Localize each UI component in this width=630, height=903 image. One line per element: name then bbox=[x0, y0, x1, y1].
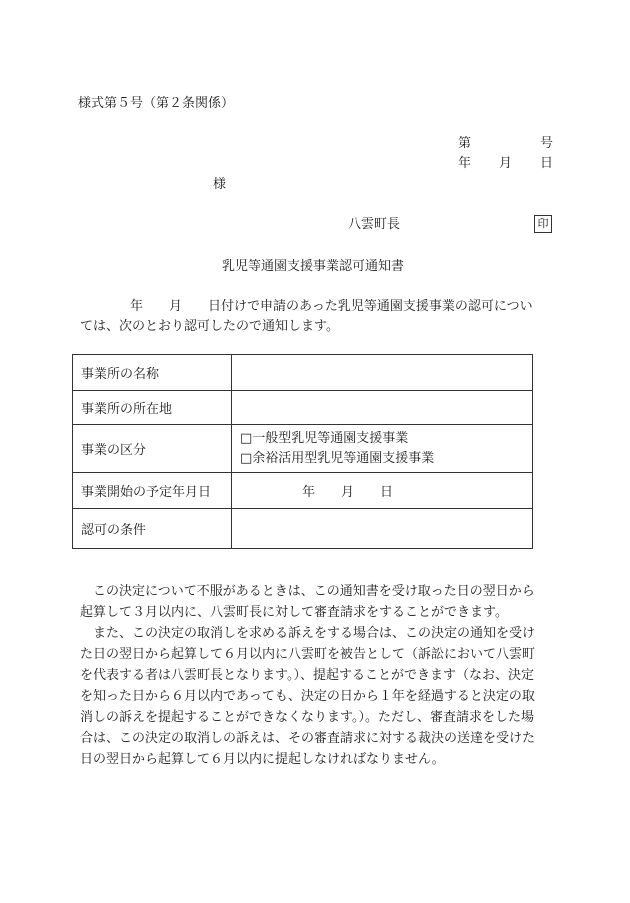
intro-line-1-text: 日付けで申請のあった乳児等通園支援事業の認可につい bbox=[208, 299, 533, 314]
table-row bbox=[73, 391, 533, 425]
notice-line: た日の翌日から起算して６月以内に八雲町を被告として（訴訟において八雲町 bbox=[80, 647, 536, 662]
conditions-value bbox=[232, 509, 533, 549]
start-date-month: 月 bbox=[341, 485, 355, 500]
start-date-value bbox=[232, 473, 533, 509]
document-number-label: 第 bbox=[458, 136, 472, 151]
notice-line: 起算して３月以内に、八雲町長に対して審査請求をすることができます。 bbox=[80, 605, 508, 620]
start-date-label: 事業開始の予定年月日 bbox=[73, 473, 232, 509]
document-number-suffix: 号 bbox=[540, 136, 554, 151]
facility-address-value bbox=[232, 391, 533, 425]
notice-line: 消しの訴えを提起することができなくなります。）。ただし、審査請求をした場 bbox=[80, 710, 534, 725]
notice-line: また、この決定の取消しを求める訴えをする場合は、この決定の通知を受け bbox=[80, 626, 536, 641]
business-type-options bbox=[232, 425, 533, 473]
table-row bbox=[73, 473, 533, 509]
start-date-day: 日 bbox=[380, 485, 394, 500]
intro-paragraph bbox=[80, 297, 556, 337]
document-title: 乳児等通園支援事業認可通知書 bbox=[222, 259, 405, 274]
issuer-name: 八雲町長 bbox=[348, 217, 401, 232]
date-month-label: 月 bbox=[499, 156, 513, 171]
business-type-label: 事業の区分 bbox=[73, 425, 232, 473]
notice-line: この決定について不服があるときは、この通知書を受け取った日の翌日から bbox=[80, 584, 535, 599]
facility-name-label: 事業所の名称 bbox=[73, 355, 232, 391]
seal-mark: 印 bbox=[534, 215, 552, 233]
intro-line-2: ては、次のとおり認可したので通知します。 bbox=[80, 319, 339, 334]
table-row bbox=[73, 355, 533, 391]
addressee-suffix: 様 bbox=[213, 177, 227, 192]
business-type-option-general: □一般型乳児等通園支援事業 bbox=[240, 430, 409, 446]
facility-name-value bbox=[232, 355, 533, 391]
intro-line-1 bbox=[80, 297, 556, 317]
notice-line: 合は、この決定の取消しの訴えは、その審査請求に対する裁決の送達を受けた bbox=[80, 731, 536, 746]
intro-year: 年 bbox=[130, 299, 144, 314]
start-date-year: 年 bbox=[302, 485, 316, 500]
details-table bbox=[72, 354, 533, 549]
notice-line: 日の翌日から起算して６月以内に提起しなければなりません。 bbox=[80, 752, 445, 767]
appeal-notice bbox=[80, 581, 556, 770]
date-day-label: 日 bbox=[540, 156, 554, 171]
intro-month: 月 bbox=[169, 299, 183, 314]
conditions-label: 認可の条件 bbox=[73, 509, 232, 549]
facility-address-label: 事業所の所在地 bbox=[73, 391, 232, 425]
table-row bbox=[73, 509, 533, 549]
date-year-label: 年 bbox=[458, 156, 472, 171]
table-row bbox=[73, 425, 533, 473]
notice-line: を知った日から６月以内であっても、決定の日から１年を経過すると決定の取 bbox=[80, 689, 535, 704]
form-number: 様式第５号（第２条関係） bbox=[78, 96, 235, 111]
notice-line: を代表する者は八雲町長となります。）、提起することができます（なお、決定 bbox=[80, 668, 534, 683]
business-type-option-spare-capacity: □余裕活用型乳児等通園支援事業 bbox=[240, 450, 435, 466]
